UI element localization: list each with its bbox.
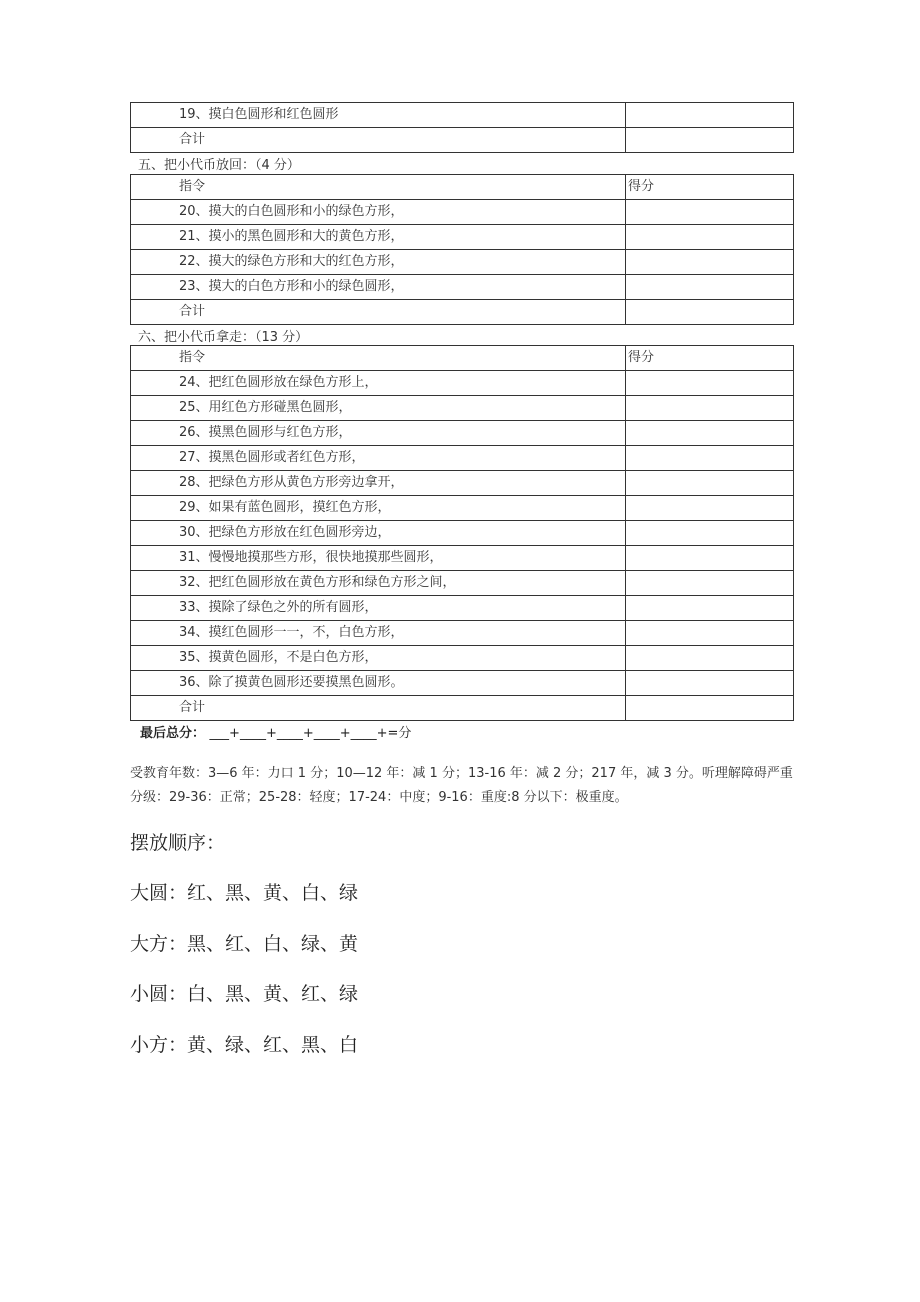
score-cell[interactable] [626, 496, 794, 521]
score-cell[interactable] [626, 250, 794, 275]
section-6-title: 六、把小代币拿走：（13 分） [138, 330, 309, 345]
header-score: 得分 [626, 175, 794, 200]
score-cell[interactable] [626, 646, 794, 671]
instruction-cell: 27、摸黑色圆形或者红色方形， [131, 446, 626, 471]
score-cell[interactable] [626, 546, 794, 571]
instruction-cell: 22、摸大的绿色方形和大的红色方形， [131, 250, 626, 275]
table-row [131, 275, 794, 300]
instruction-cell: 21、摸小的黑色圆形和大的黄色方形， [131, 225, 626, 250]
table-row [131, 300, 794, 325]
score-cell[interactable] [626, 200, 794, 225]
instruction-cell: 23、摸大的白色方形和小的绿色圆形， [131, 275, 626, 300]
instruction-cell: 30、把绿色方形放在红色圆形旁边， [131, 521, 626, 546]
header-instruction: 指令 [131, 346, 626, 371]
instruction-cell: 25、用红色方形碰黑色圆形， [131, 396, 626, 421]
table-row [131, 128, 794, 153]
instruction-cell: 31、慢慢地摸那些方形，很快地摸那些圆形， [131, 546, 626, 571]
instruction-cell: 32、把红色圆形放在黄色方形和绿色方形之间， [131, 571, 626, 596]
instruction-cell: 35、摸黄色圆形，不是白色方形， [131, 646, 626, 671]
scoring-note: 受教育年数：3—6 年：力口 1 分；10—12 年：减 1 分；13-16 年：减 2 分；217 年，减 3 分。听理解障碍严重分级：29-36：正常；25-28：轻度；17-24：中度；9-16：重度:8 分以下：极重度。 [130, 766, 793, 805]
final-score-blanks: ___+____+____+____+____+=分 [209, 726, 412, 741]
placement-line: 大圆：红、黑、黄、白、绿 [130, 882, 359, 904]
total-label: 合计 [131, 128, 626, 153]
score-cell[interactable] [626, 275, 794, 300]
score-cell[interactable] [626, 596, 794, 621]
instruction-cell: 26、摸黑色圆形与红色方形， [131, 421, 626, 446]
score-cell[interactable] [626, 671, 794, 696]
placement-heading: 摆放顺序： [130, 832, 226, 854]
header-score: 得分 [626, 346, 794, 371]
instruction-cell: 36、除了摸黄色圆形还要摸黑色圆形。 [131, 671, 626, 696]
score-cell[interactable] [626, 300, 794, 325]
score-cell[interactable] [626, 471, 794, 496]
section-5-title: 五、把小代币放回：（4 分） [138, 158, 300, 173]
score-cell[interactable] [626, 446, 794, 471]
score-cell[interactable] [626, 128, 794, 153]
table-row [131, 546, 794, 571]
instruction-cell: 20、摸大的白色圆形和小的绿色方形， [131, 200, 626, 225]
table-row [131, 671, 794, 696]
score-cell[interactable] [626, 521, 794, 546]
score-cell[interactable] [626, 621, 794, 646]
instruction-cell: 34、摸红色圆形一一，不，白色方形， [131, 621, 626, 646]
section-5-table [130, 174, 794, 325]
score-table-continued [130, 102, 794, 153]
placement-line: 大方：黑、红、白、绿、黄 [130, 933, 359, 955]
table-row [131, 496, 794, 521]
table-row [131, 596, 794, 621]
score-cell[interactable] [626, 371, 794, 396]
instruction-cell: 33、摸除了绿色之外的所有圆形， [131, 596, 626, 621]
placement-line: 小圆：白、黑、黄、红、绿 [130, 983, 359, 1005]
score-cell[interactable] [626, 103, 794, 128]
table-row [131, 696, 794, 721]
placement-line: 小方：黄、绿、红、黑、白 [130, 1034, 359, 1056]
score-cell[interactable] [626, 571, 794, 596]
score-cell[interactable] [626, 421, 794, 446]
header-instruction: 指令 [131, 175, 626, 200]
instruction-cell: 29、如果有蓝色圆形，摸红色方形， [131, 496, 626, 521]
final-score-label: 最后总分： [140, 726, 206, 741]
total-label: 合计 [131, 696, 626, 721]
table-row [131, 250, 794, 275]
table-row [131, 571, 794, 596]
table-row [131, 471, 794, 496]
table-row [131, 646, 794, 671]
table-row [131, 225, 794, 250]
section-6-table [130, 345, 794, 721]
table-row [131, 621, 794, 646]
total-label: 合计 [131, 300, 626, 325]
table-row [131, 200, 794, 225]
instruction-cell: 19、摸白色圆形和红色圆形 [131, 103, 626, 128]
instruction-cell: 24、把红色圆形放在绿色方形上， [131, 371, 626, 396]
table-header-row [131, 175, 794, 200]
score-cell[interactable] [626, 396, 794, 421]
table-header-row [131, 346, 794, 371]
table-row [131, 521, 794, 546]
final-score-line [140, 722, 411, 741]
table-row [131, 446, 794, 471]
score-cell[interactable] [626, 696, 794, 721]
table-row [131, 371, 794, 396]
score-cell[interactable] [626, 225, 794, 250]
instruction-cell: 28、把绿色方形从黄色方形旁边拿开， [131, 471, 626, 496]
table-row [131, 421, 794, 446]
table-row [131, 396, 794, 421]
table-row [131, 103, 794, 128]
